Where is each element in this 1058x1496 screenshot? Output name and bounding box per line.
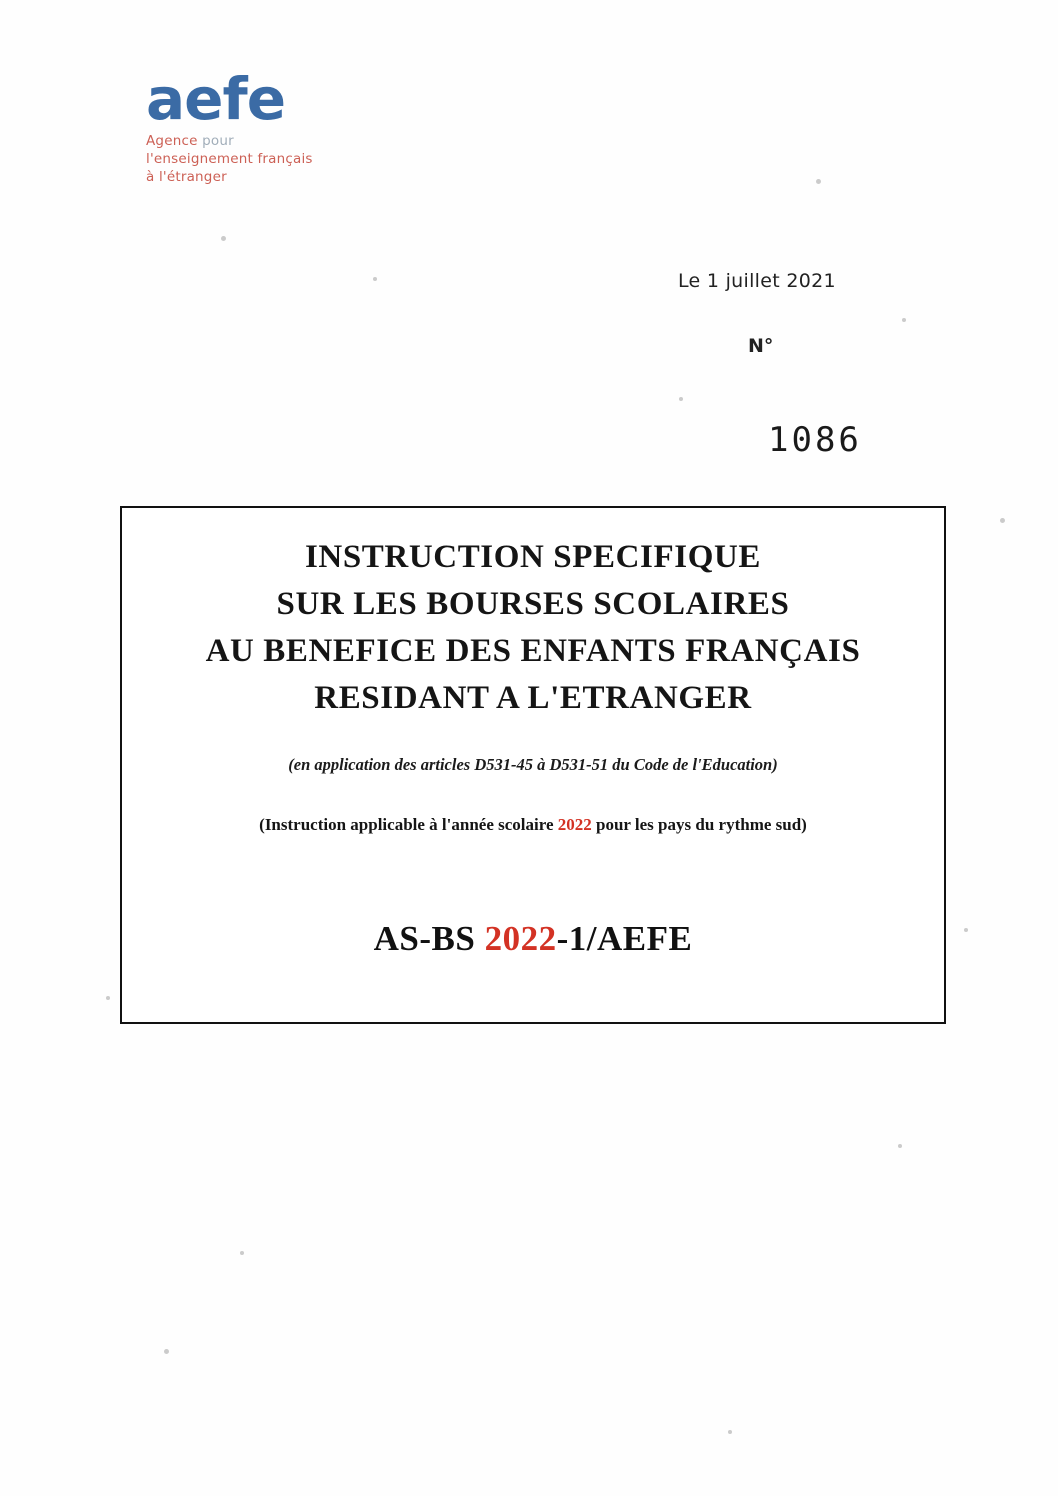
title-line-2: SUR LES BOURSES SCOLAIRES xyxy=(276,585,790,622)
document-number-label: N° xyxy=(748,335,774,357)
scan-speck xyxy=(221,236,226,241)
scan-speck xyxy=(902,318,906,322)
title-frame xyxy=(120,506,946,1024)
reference-year: 2022 xyxy=(484,919,557,959)
scan-speck xyxy=(106,996,110,1000)
document-number-value: 1086 xyxy=(768,420,862,460)
title-line-1: INSTRUCTION SPECIFIQUE xyxy=(304,539,762,575)
scan-speck xyxy=(964,928,968,932)
applicability-suffix: pour les pays du rythme sud) xyxy=(591,815,807,835)
scan-speck xyxy=(373,277,377,281)
document-date: Le 1 juillet 2021 xyxy=(678,270,836,292)
logo-tagline-line1-soft: pour xyxy=(197,133,234,149)
scan-speck xyxy=(816,179,821,184)
reference-suffix: -1/AEFE xyxy=(556,919,693,959)
aefe-logo xyxy=(146,65,446,187)
logo-wordmark: aefe xyxy=(146,65,286,133)
logo-tagline-line2: l'enseignement français xyxy=(146,151,313,168)
applicability-note xyxy=(122,815,944,835)
applicability-year: 2022 xyxy=(557,815,592,835)
scan-speck xyxy=(1000,518,1005,523)
title-line-3: AU BENEFICE DES ENFANTS FRANÇAIS xyxy=(205,632,861,669)
reference-prefix: AS-BS xyxy=(373,919,485,959)
document-reference-code xyxy=(122,919,944,959)
logo-tagline-line1-strong: Agence xyxy=(146,133,198,149)
scan-speck xyxy=(728,1430,732,1434)
scan-speck xyxy=(240,1251,244,1255)
scan-speck xyxy=(679,397,683,401)
legal-reference: (en application des articles D531-45 à D531-51 du Code de l'Education) xyxy=(288,755,778,775)
document-title xyxy=(122,534,944,721)
title-line-4: RESIDANT A L'ETRANGER xyxy=(314,679,752,716)
logo-tagline-line3: à l'étranger xyxy=(146,169,227,186)
applicability-prefix: (Instruction applicable à l'année scolaire xyxy=(259,815,558,835)
scan-speck xyxy=(164,1349,169,1354)
scan-speck xyxy=(898,1144,902,1148)
logo-tagline xyxy=(146,132,446,187)
